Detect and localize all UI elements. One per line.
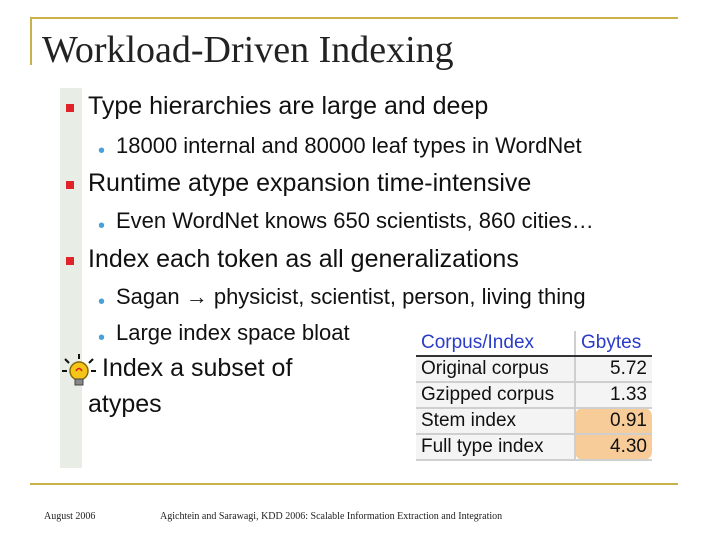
table-cell-label: Full type index xyxy=(416,434,575,460)
square-bullet-icon xyxy=(66,104,74,112)
table-cell-value: 1.33 xyxy=(575,382,652,408)
dot-bullet-icon: • xyxy=(98,327,106,349)
footer-date: August 2006 xyxy=(44,511,96,522)
footer-rule xyxy=(30,483,678,485)
title-rule xyxy=(30,17,678,19)
table-row xyxy=(416,356,652,382)
dot-bullet-icon: • xyxy=(98,140,106,162)
dot-bullet-icon: • xyxy=(98,291,106,313)
table-cell-label: Gzipped corpus xyxy=(416,382,575,408)
index-size-table xyxy=(416,331,652,461)
bullet-text: Runtime atype expansion time-intensive xyxy=(88,169,532,197)
sub-bullet-text: 18000 internal and 80000 leaf types in WordNet xyxy=(116,133,582,158)
slide-title: Workload-Driven Indexing xyxy=(42,29,454,71)
table-cell-value-highlighted: 4.30 xyxy=(575,434,652,460)
table-cell-value-highlighted: 0.91 xyxy=(575,408,652,434)
footer-credit: Agichtein and Sarawagi, KDD 2006: Scalable Information Extraction and Integration xyxy=(160,511,503,522)
table-row xyxy=(416,434,652,460)
title-left-rule xyxy=(30,17,32,65)
lightbulb-icon xyxy=(62,354,96,390)
table-header-cell: Gbytes xyxy=(575,331,652,356)
table-cell-label: Original corpus xyxy=(416,356,575,382)
table-cell-value: 5.72 xyxy=(575,356,652,382)
sub-bullet-text: Sagan → physicist, scientist, person, living thing xyxy=(116,284,586,309)
idea-text-line-2: atypes xyxy=(88,390,162,418)
dot-bullet-icon: • xyxy=(98,215,106,237)
idea-bullet xyxy=(60,354,420,424)
table-header-row xyxy=(416,331,652,356)
table-header-cell: Corpus/Index xyxy=(416,331,575,356)
table-cell-label: Stem index xyxy=(416,408,575,434)
table-row xyxy=(416,382,652,408)
square-bullet-icon xyxy=(66,181,74,189)
idea-text-line-1: Index a subset of xyxy=(102,354,293,382)
table-row xyxy=(416,408,652,434)
bullet-text: Index each token as all generalizations xyxy=(88,245,519,273)
square-bullet-icon xyxy=(66,257,74,265)
sub-bullet-text: Large index space bloat xyxy=(116,320,350,345)
sub-bullet-text: Even WordNet knows 650 scientists, 860 cities… xyxy=(116,208,594,233)
bullet-text: Type hierarchies are large and deep xyxy=(88,92,489,120)
